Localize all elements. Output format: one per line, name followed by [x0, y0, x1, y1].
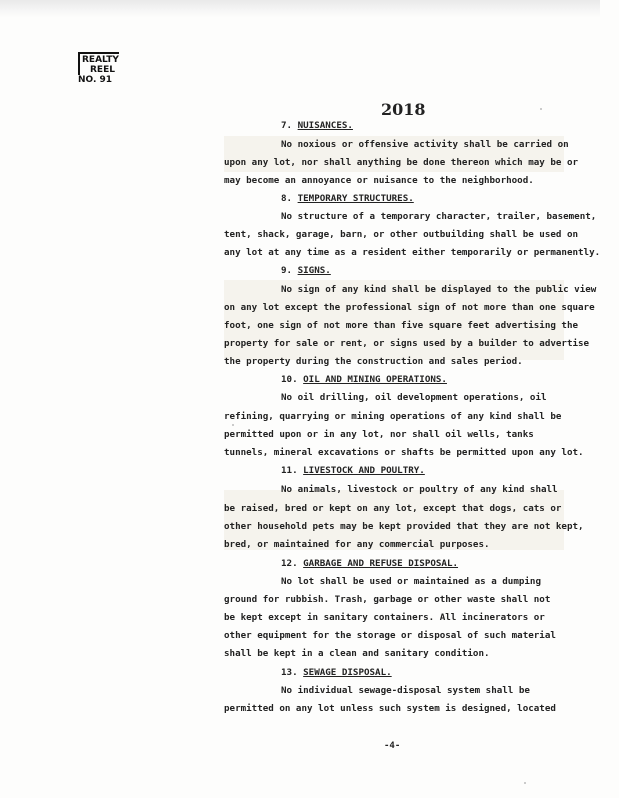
stamp-line-3: NO. 91	[78, 75, 113, 85]
section-heading	[281, 558, 458, 570]
body-text-line: No lot shall be used or maintained as a dumping	[281, 576, 541, 587]
body-text-line: No oil drilling, oil development operations, oil	[281, 392, 547, 403]
body-text-line: tunnels, mineral excavations or shafts be permitted upon any lot.	[224, 447, 584, 458]
body-text-line: No structure of a temporary character, trailer, basement,	[281, 211, 597, 222]
section-title: GARBAGE AND REFUSE DISPOSAL.	[303, 558, 459, 569]
page-footer: -4-	[384, 741, 401, 751]
section-title: NUISANCES.	[297, 120, 353, 131]
section-number: 8.	[281, 193, 298, 204]
scan-edge	[0, 0, 600, 18]
body-text-line: other household pets may be kept provided that they are not kept,	[224, 521, 584, 532]
scan-speck	[524, 782, 526, 784]
stamp-line-1: REALTY	[82, 55, 119, 65]
body-text-line: No noxious or offensive activity shall be carried on	[281, 139, 569, 150]
section-number: 13.	[281, 667, 304, 678]
body-text-line: No sign of any kind shall be displayed to the public view	[281, 284, 597, 295]
body-text-line: foot, one sign of not more than five square feet advertising the	[224, 320, 579, 331]
section-number: 12.	[281, 558, 304, 569]
body-text-line: any lot at any time as a resident either temporarily or permanently.	[224, 247, 601, 258]
section-title: LIVESTOCK AND POULTRY.	[303, 465, 425, 476]
stamp-line-2: REEL	[90, 65, 115, 75]
section-title: SEWAGE DISPOSAL.	[303, 667, 392, 678]
page-number-top: 2018	[381, 100, 426, 119]
body-text-line: other equipment for the storage or disposal of such material	[224, 630, 556, 641]
body-text-line: upon any lot, nor shall anything be done thereon which may be or	[224, 157, 579, 168]
body-text-line: permitted on any lot unless such system is designed, located	[224, 703, 556, 714]
body-text-line: property for sale or rent, or signs used by a builder to advertise	[224, 338, 590, 349]
section-heading	[281, 667, 392, 679]
body-text-line: permitted upon or in any lot, nor shall oil wells, tanks	[224, 429, 534, 440]
section-title: TEMPORARY STRUCTURES.	[297, 193, 414, 204]
scan-speck	[540, 108, 542, 110]
section-heading	[281, 374, 447, 386]
body-text-line: may become an annoyance or nuisance to the neighborhood.	[224, 175, 534, 186]
section-number: 11.	[281, 465, 304, 476]
section-heading	[281, 465, 425, 477]
section-heading	[281, 120, 353, 132]
section-heading	[281, 193, 414, 205]
body-text-line: be kept except in sanitary containers. All incinerators or	[224, 612, 545, 623]
body-text-line: No individual sewage-disposal system shall be	[281, 685, 530, 696]
section-heading	[281, 265, 331, 277]
scan-speck	[232, 424, 234, 426]
section-title: OIL AND MINING OPERATIONS.	[303, 374, 447, 385]
section-number: 9.	[281, 265, 298, 276]
body-text-line: be raised, bred or kept on any lot, except that dogs, cats or	[224, 503, 562, 514]
section-title: SIGNS.	[297, 265, 331, 276]
body-text-line: No animals, livestock or poultry of any kind shall	[281, 484, 558, 495]
body-text-line: on any lot except the professional sign of not more than one square	[224, 302, 595, 313]
body-text-line: shall be kept in a clean and sanitary condition.	[224, 648, 490, 659]
section-number: 7.	[281, 120, 298, 131]
body-text-line: bred, or maintained for any commercial purposes.	[224, 539, 490, 550]
body-text-line: tent, shack, garage, barn, or other outbuilding shall be used on	[224, 229, 579, 240]
section-number: 10.	[281, 374, 304, 385]
body-text-line: ground for rubbish. Trash, garbage or other waste shall not	[224, 594, 551, 605]
body-text-line: the property during the construction and sales period.	[224, 356, 523, 367]
realty-reel-stamp	[78, 52, 119, 85]
body-text-line: refining, quarrying or mining operations of any kind shall be	[224, 411, 562, 422]
